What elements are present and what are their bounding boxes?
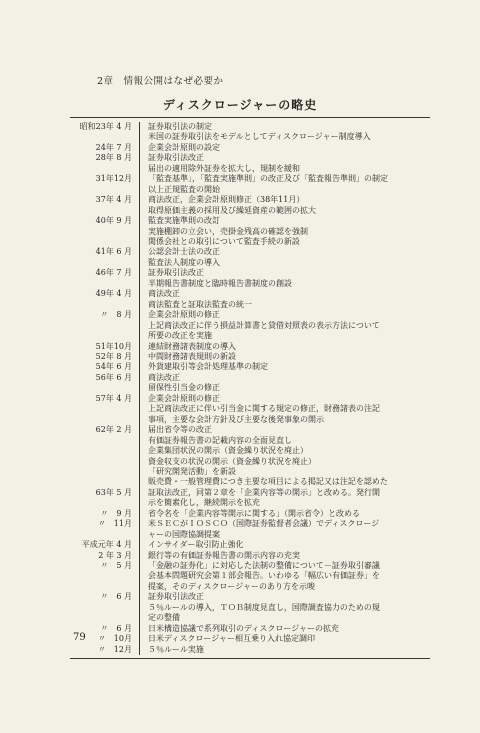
history-date: 〃 6 月 xyxy=(100,592,132,602)
history-date xyxy=(70,603,132,613)
history-date: 41年 6 月 xyxy=(95,247,132,257)
history-date: 〃 12月 xyxy=(97,644,132,654)
history-date xyxy=(70,383,132,393)
history-row xyxy=(70,342,430,352)
history-date xyxy=(70,436,132,446)
history-row xyxy=(70,216,430,226)
history-event: 留保性引当金の修正 xyxy=(139,383,430,393)
history-date xyxy=(70,321,132,331)
history-row xyxy=(70,540,430,550)
history-row xyxy=(70,561,430,571)
history-event: 「監査基準」，「監査実施準則」の改正及び「監査報告準則」の制定 xyxy=(139,174,430,184)
history-event: 資金収支の状況の開示（資金繰り状況を廃止） xyxy=(139,457,430,467)
history-date: 37年 4 月 xyxy=(95,195,132,205)
history-row xyxy=(70,467,430,477)
history-date xyxy=(70,279,132,289)
history-row xyxy=(70,425,430,435)
history-date: 49年 4 月 xyxy=(95,289,132,299)
history-date: 〃 10月 xyxy=(97,634,132,644)
history-row xyxy=(70,415,430,425)
history-row xyxy=(70,268,430,278)
history-event: 連結財務諸表制度の導入 xyxy=(139,342,430,352)
history-event: 商法改正 xyxy=(139,373,430,383)
history-date: 28年 8 月 xyxy=(95,153,132,163)
history-row xyxy=(70,645,430,655)
history-row xyxy=(70,634,430,644)
history-row xyxy=(70,624,430,634)
history-event: 提案，そのディスクロージャーのあり方を示唆 xyxy=(139,582,430,592)
history-date xyxy=(70,446,132,456)
history-date: 〃 11月 xyxy=(97,519,132,529)
history-date: 54年 6 月 xyxy=(95,362,132,372)
history-event: ５％ルールの導入，ＴＯＢ制度見直し，国際調査協力のための規 xyxy=(139,603,430,613)
history-row xyxy=(70,457,430,467)
history-date xyxy=(70,331,132,341)
history-date xyxy=(70,613,132,623)
history-event: 企業会計原則の修正 xyxy=(139,310,430,320)
history-row xyxy=(70,509,430,519)
history-date: 平成元年 4 月 xyxy=(81,540,132,550)
history-date xyxy=(70,185,132,195)
history-date: 2 年 3 月 xyxy=(98,550,132,560)
history-event: 商法監査と証取法監査の統一 xyxy=(139,300,430,310)
history-date: 46年 7 月 xyxy=(95,268,132,278)
page-title: ディスクロージャーの略史 xyxy=(162,98,318,112)
history-date xyxy=(70,132,132,142)
history-row xyxy=(70,300,430,310)
history-event: 示を簡素化し，継続開示を拡充 xyxy=(139,498,430,508)
history-date xyxy=(70,227,132,237)
history-date: 〃 8 月 xyxy=(100,310,132,320)
history-row xyxy=(70,477,430,487)
history-event: 関係会社との取引について監査手続の新設 xyxy=(139,237,430,247)
history-event: 証券取引法の制定 xyxy=(139,122,430,132)
history-event: 米国の証券取引法をモデルとしてディスクロージャー制度導入 xyxy=(139,132,430,142)
history-event: 上記商法改正に伴い引当金に関する規定の修正，財務諸表の注記 xyxy=(139,404,430,414)
page-number: 79 xyxy=(73,632,86,643)
history-row xyxy=(70,310,430,320)
history-event: 日米構造協議で系列取引のディスクロージャーの拡充 xyxy=(139,624,430,634)
history-row xyxy=(70,582,430,592)
history-date xyxy=(70,237,132,247)
history-row xyxy=(70,592,430,602)
history-date xyxy=(70,457,132,467)
history-event: 上記商法改正に伴う損益計算書と貸借対照表の表示方法について xyxy=(139,321,430,331)
history-row xyxy=(70,488,430,498)
history-date xyxy=(70,530,132,540)
history-date: 62年 2 月 xyxy=(95,425,132,435)
history-row xyxy=(70,613,430,623)
history-event: 実施棚卸の立会い，売掛金残高の確認を強制 xyxy=(139,227,430,237)
history-date xyxy=(70,467,132,477)
history-row xyxy=(70,519,430,529)
history-event: 中間財務諸表規則の新設 xyxy=(139,352,430,362)
history-row xyxy=(70,143,430,153)
history-date xyxy=(70,206,132,216)
history-row xyxy=(70,571,430,581)
history-date: 31年12月 xyxy=(95,174,132,184)
history-table xyxy=(70,117,430,659)
history-event: ャーの国際協調提案 xyxy=(139,530,430,540)
history-row xyxy=(70,551,430,561)
history-date: 56年 6 月 xyxy=(95,372,132,382)
history-event: 銀行等の有価証券報告書の開示内容の充実 xyxy=(139,551,430,561)
history-row xyxy=(70,498,430,508)
history-event: 公認会計士法の改正 xyxy=(139,247,430,257)
history-date xyxy=(70,300,132,310)
history-event: 証券取引法改正 xyxy=(139,592,430,602)
history-event: インサイダー取引防止強化 xyxy=(139,540,430,550)
history-date: 24年 7 月 xyxy=(95,142,132,152)
history-event: 定の整備 xyxy=(139,613,430,623)
history-row xyxy=(70,174,430,184)
history-row xyxy=(70,227,430,237)
history-event: 半期報告書制度と臨時報告書制度の創設 xyxy=(139,279,430,289)
history-event: 監査実施準則の改訂 xyxy=(139,216,430,226)
history-date: 〃 5 月 xyxy=(100,561,132,571)
history-event: 商法改正，企業会計原則修正（38年11月） xyxy=(139,195,430,205)
history-event: 企業会計原則の設定 xyxy=(139,143,430,153)
chapter-header: 2章 情報公開はなぜ必要か xyxy=(97,76,224,87)
history-row xyxy=(70,164,430,174)
history-date xyxy=(70,477,132,487)
history-event: 「金融の証券化」に対応した法制の整備について－証券取引審議 xyxy=(139,561,430,571)
history-event: 商法改正 xyxy=(139,289,430,299)
history-row xyxy=(70,603,430,613)
history-event: 米ＳＥＣがＩＯＳＣＯ（国際証券監督者会議）でディスクロージ xyxy=(139,519,430,529)
history-date xyxy=(70,258,132,268)
history-date xyxy=(70,582,132,592)
history-row xyxy=(70,195,430,205)
history-row xyxy=(70,279,430,289)
history-event: 証券取引法改正 xyxy=(139,268,430,278)
history-date: 〃 9 月 xyxy=(100,508,132,518)
history-date xyxy=(70,404,132,414)
history-event: 届出の適用除外証券を拡大し，規制を緩和 xyxy=(139,164,430,174)
history-event: 以上正規監査の開始 xyxy=(139,185,430,195)
history-event: 企業集団状況の開示（資金繰り状況を廃止） xyxy=(139,446,430,456)
history-row xyxy=(70,185,430,195)
history-event: 「研究開発活動」を新設 xyxy=(139,467,430,477)
history-date: 40年 9 月 xyxy=(95,216,132,226)
history-date xyxy=(70,571,132,581)
history-event: 外貨建取引等会計処理基準の制定 xyxy=(139,362,430,372)
history-event: 所要の改正を実施 xyxy=(139,331,430,341)
history-row xyxy=(70,352,430,362)
history-event: 会基本問題研究会第１部会報告。いわゆる「幅広い有価証券」を xyxy=(139,571,430,581)
history-event: 監査法人制度の導入 xyxy=(139,258,430,268)
history-date: 51年10月 xyxy=(95,341,132,351)
history-row xyxy=(70,530,430,540)
history-date xyxy=(70,415,132,425)
history-row xyxy=(70,404,430,414)
history-date: 57年 4 月 xyxy=(95,393,132,403)
history-date: 63年 5 月 xyxy=(95,487,132,497)
history-event: 有価証券報告書の記載内容の全面見直し xyxy=(139,436,430,446)
history-event: 証取法改正，同第２章を「企業内容等の開示」と改める。発行開 xyxy=(139,488,430,498)
history-event: ５％ルール実施 xyxy=(139,645,430,655)
history-event: 取得原価主義の採用及び繰延資産の範囲の拡大 xyxy=(139,206,430,216)
history-event: 日米ディスクロージャー相互乗り入れ協定調印 xyxy=(139,634,430,644)
history-date: 〃 6 月 xyxy=(100,623,132,633)
history-row xyxy=(70,394,430,404)
history-row xyxy=(70,153,430,163)
history-event: 届出省令等の改正 xyxy=(139,425,430,435)
history-event: 証券取引法改正 xyxy=(139,153,430,163)
history-event: 事項，主要な会計方針及び主要な後発事象の開示 xyxy=(139,415,430,425)
history-row xyxy=(70,383,430,393)
history-date xyxy=(70,498,132,508)
history-row xyxy=(70,122,430,132)
history-event: 企業会計原則の修正 xyxy=(139,394,430,404)
history-date xyxy=(70,164,132,174)
history-row xyxy=(70,373,430,383)
history-row xyxy=(70,446,430,456)
history-row xyxy=(70,237,430,247)
history-row xyxy=(70,362,430,372)
history-row xyxy=(70,436,430,446)
history-row xyxy=(70,258,430,268)
history-date: 52年 8 月 xyxy=(95,351,132,361)
history-row xyxy=(70,247,430,257)
history-row xyxy=(70,321,430,331)
history-row xyxy=(70,289,430,299)
history-event: 販売費・一般管理費につき主要な項目による掲記又は注記を認めた xyxy=(139,477,430,487)
history-row xyxy=(70,132,430,142)
history-event: 省令名を「企業内容等開示に関する」（開示省令）と改める xyxy=(139,509,430,519)
history-row xyxy=(70,331,430,341)
history-row xyxy=(70,206,430,216)
history-date: 昭和23年 4 月 xyxy=(79,122,132,131)
